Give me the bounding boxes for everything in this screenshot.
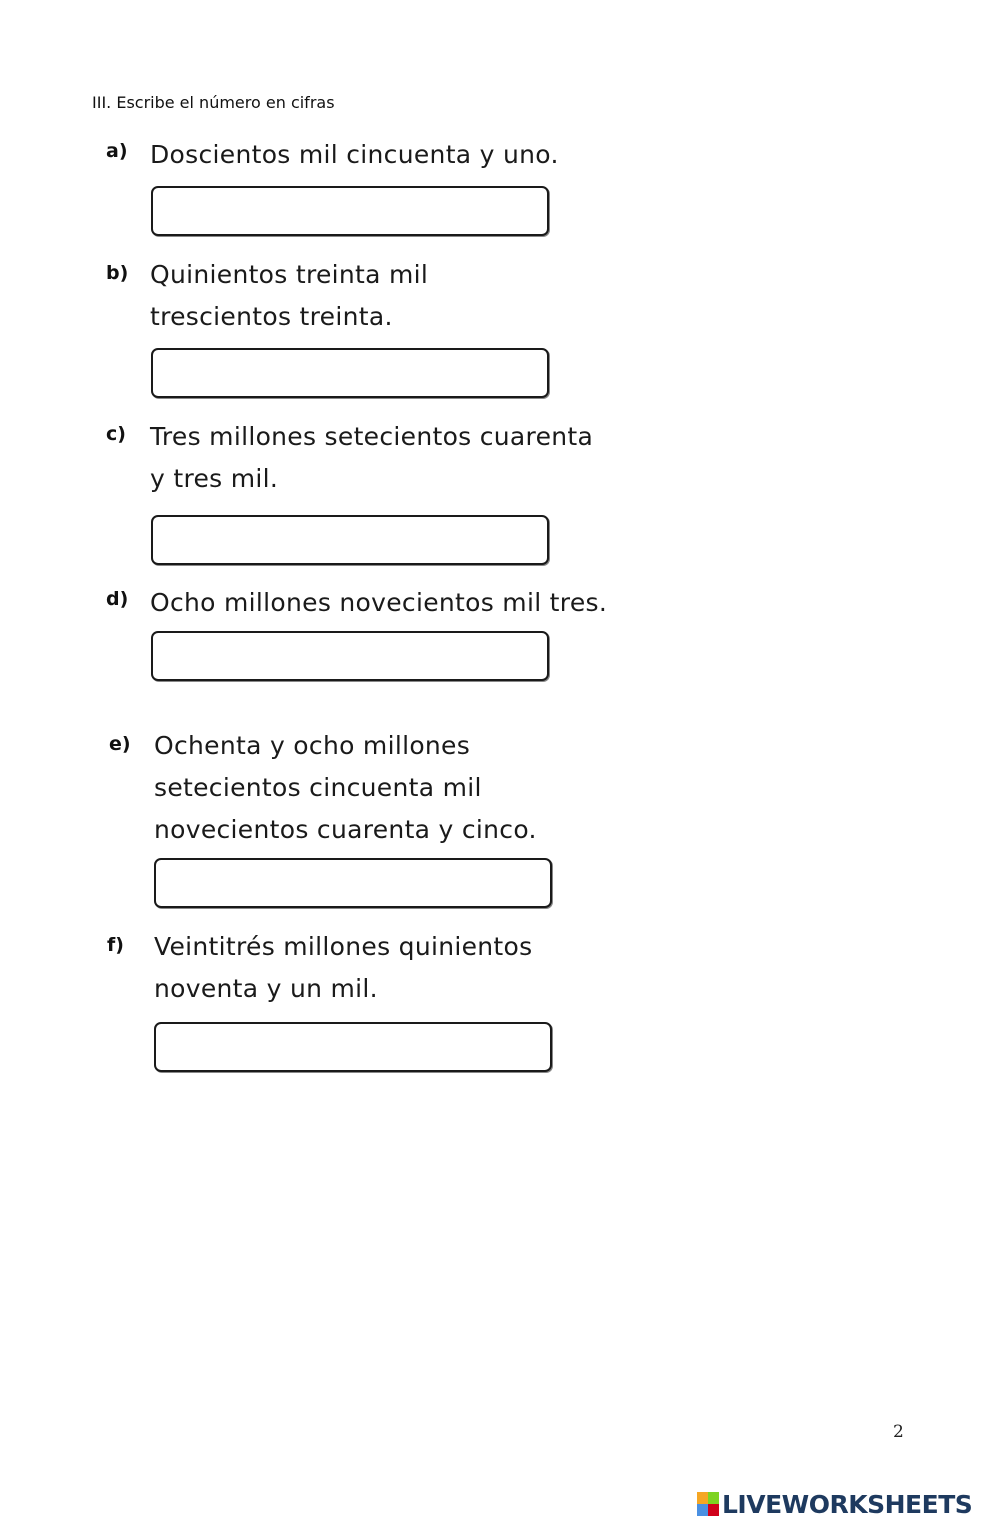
answer-box-c[interactable] xyxy=(151,515,549,565)
item-c-label: c) xyxy=(106,423,126,445)
logo-cell-2 xyxy=(708,1492,719,1504)
item-a-label: a) xyxy=(106,140,128,162)
item-b-line-1: Quinientos treinta mil xyxy=(150,260,429,289)
item-b-line-2: trescientos treinta. xyxy=(150,302,393,331)
answer-box-d[interactable] xyxy=(151,631,549,681)
item-d-line-1: Ocho millones novecientos mil tres. xyxy=(150,588,608,617)
item-e-line-1: Ochenta y ocho millones xyxy=(154,731,471,760)
answer-box-f[interactable] xyxy=(154,1022,552,1072)
answer-box-b[interactable] xyxy=(151,348,549,398)
answer-input-c[interactable] xyxy=(153,517,547,563)
item-e-text xyxy=(154,725,537,851)
answer-box-e[interactable] xyxy=(154,858,552,908)
item-c-line-2: y tres mil. xyxy=(150,464,279,493)
liveworksheets-logo-icon xyxy=(697,1492,719,1516)
item-d-label: d) xyxy=(106,588,129,610)
item-c-text xyxy=(150,416,593,500)
logo-cell-3 xyxy=(697,1504,708,1516)
answer-input-d[interactable] xyxy=(153,633,547,679)
answer-input-f[interactable] xyxy=(156,1024,550,1070)
item-a-text xyxy=(150,134,559,176)
item-e-line-2: setecientos cincuenta mil xyxy=(154,773,482,802)
answer-input-a[interactable] xyxy=(153,188,547,234)
item-f-label: f) xyxy=(107,934,124,956)
page-number: 2 xyxy=(893,1422,904,1442)
item-f-text xyxy=(154,926,532,1010)
item-f-line-2: noventa y un mil. xyxy=(154,974,378,1003)
item-b-label: b) xyxy=(106,262,129,284)
brand-name: LIVEWORKSHEETS xyxy=(722,1489,973,1519)
instructions-heading: III. Escribe el número en cifras xyxy=(92,93,335,112)
item-e-label: e) xyxy=(109,733,131,755)
item-a-line-1: Doscientos mil cincuenta y uno. xyxy=(150,140,559,169)
answer-input-b[interactable] xyxy=(153,350,547,396)
answer-box-a[interactable] xyxy=(151,186,549,236)
logo-cell-1 xyxy=(697,1492,708,1504)
item-c-line-1: Tres millones setecientos cuarenta xyxy=(150,422,594,451)
item-b-text xyxy=(150,254,428,338)
item-f-line-1: Veintitrés millones quinientos xyxy=(154,932,533,961)
answer-input-e[interactable] xyxy=(156,860,550,906)
item-e-line-3: novecientos cuarenta y cinco. xyxy=(154,815,537,844)
liveworksheets-brand xyxy=(697,1487,972,1521)
logo-cell-4 xyxy=(708,1504,719,1516)
item-d-text xyxy=(150,582,607,624)
